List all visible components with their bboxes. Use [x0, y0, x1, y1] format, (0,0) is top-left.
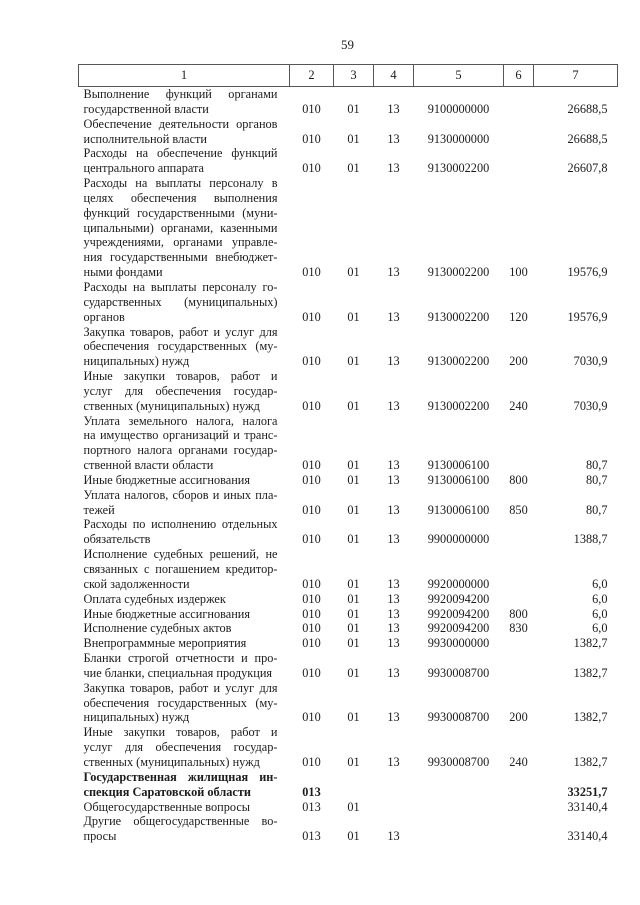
row-name-line: ственных (муниципальных) нужд: [83, 754, 260, 769]
row-name-line: тежей: [83, 502, 115, 517]
cell-c2: 010: [302, 754, 321, 769]
cell-c2: 010: [302, 101, 321, 116]
cell-c4: 13: [387, 532, 400, 547]
row-name-line: просы: [83, 829, 117, 844]
table-row: [79, 473, 618, 488]
row-name: [79, 547, 290, 592]
table-row: [79, 117, 618, 147]
cell-c6: 830: [509, 621, 528, 636]
cell-c3: 01: [347, 799, 360, 814]
row-name-line: Иные закупки товаров, работ и: [83, 369, 278, 384]
row-name-line: ственной власти области: [83, 458, 214, 473]
row-name-line: целях обеспечения выполнения: [83, 190, 278, 205]
cell-c3: 01: [347, 754, 360, 769]
row-name-line: ниципальных) нужд: [83, 710, 190, 725]
cell-c2: 010: [302, 458, 321, 473]
cell-c2: 010: [302, 502, 321, 517]
row-name-line: ципальными) органами, казенными: [83, 220, 278, 235]
row-name: [79, 117, 290, 147]
cell-c3: 01: [347, 354, 360, 369]
row-name-line: ственных (муниципальных) нужд: [83, 398, 260, 413]
cell-c5: 9930008700: [427, 710, 490, 725]
cell-c5: 9130002200: [427, 265, 490, 280]
row-name-line: Обеспечение деятельности органов: [83, 116, 278, 131]
cell-c4: 13: [387, 101, 400, 116]
cell-c2: 013: [302, 799, 321, 814]
cell-c5: 9130006100: [427, 472, 490, 487]
cell-c2: 010: [302, 665, 321, 680]
table-row: [79, 488, 618, 518]
cell-c2: 010: [302, 606, 321, 621]
table-header-row: [79, 65, 618, 87]
cell-c7: 33251,7: [567, 784, 608, 799]
row-name: [79, 651, 290, 681]
column-header: 1: [79, 65, 290, 87]
cell-c4: 13: [387, 829, 400, 844]
cell-c6: 240: [509, 754, 528, 769]
cell-c4: 13: [387, 576, 400, 591]
cell-c4: 13: [387, 591, 400, 606]
row-name-line: государственной власти: [83, 101, 209, 116]
row-name-line: Внепрограммные мероприятия: [83, 636, 247, 651]
cell-c6: [504, 651, 534, 681]
cell-c3: 01: [347, 829, 360, 844]
cell-c4: 13: [387, 621, 400, 636]
cell-c3: 01: [347, 458, 360, 473]
table-row: [79, 651, 618, 681]
row-name-line: Исполнение судебных актов: [83, 621, 232, 636]
row-name-line: портного налога органами государ-: [83, 443, 278, 458]
cell-c6: [504, 592, 534, 607]
row-name: [79, 725, 290, 770]
row-name-line: чие бланки, специальная продукция: [83, 665, 273, 680]
cell-c5: [414, 800, 504, 815]
row-name-line: Расходы на выплаты персоналу в: [83, 176, 278, 191]
cell-c4: 13: [387, 161, 400, 176]
row-name-line: спекция Саратовской области: [83, 784, 252, 799]
cell-c6: [504, 517, 534, 547]
cell-c2: 010: [302, 621, 321, 636]
row-name: [79, 770, 290, 800]
cell-c7: 7030,9: [573, 354, 608, 369]
cell-c4: 13: [387, 636, 400, 651]
cell-c5: 9930000000: [427, 636, 490, 651]
cell-c2: 010: [302, 131, 321, 146]
cell-c5: 9920000000: [427, 576, 490, 591]
row-name: [79, 607, 290, 622]
row-name-line: функций государственными (муни-: [83, 205, 278, 220]
cell-c6: [504, 146, 534, 176]
cell-c3: 01: [347, 161, 360, 176]
column-header: 7: [534, 65, 618, 87]
row-name: [79, 592, 290, 607]
cell-c4: 13: [387, 458, 400, 473]
row-name-line: Другие общегосударственные во-: [83, 814, 278, 829]
row-name-line: учреждениями, органами управле-: [83, 235, 278, 250]
cell-c6: [504, 814, 534, 844]
cell-c7: 1382,7: [573, 754, 608, 769]
row-name-line: Иные бюджетные ассигнования: [83, 606, 251, 621]
row-name: [79, 146, 290, 176]
cell-c5: 9920094200: [427, 606, 490, 621]
table-row: [79, 725, 618, 770]
table-body: [79, 87, 618, 845]
cell-c3: 01: [347, 665, 360, 680]
cell-c3: 01: [347, 398, 360, 413]
cell-c2: 013: [302, 784, 321, 799]
row-name-line: Уплата земельного налога, налога: [83, 413, 278, 428]
cell-c4: [374, 770, 414, 800]
row-name-line: Исполнение судебных решений, не: [83, 547, 278, 562]
cell-c6: [504, 547, 534, 592]
row-name-line: Расходы по исполнению отдельных: [83, 517, 278, 532]
column-header: 3: [334, 65, 374, 87]
row-name: [79, 176, 290, 280]
row-name-line: Закупка товаров, работ и услуг для: [83, 324, 278, 339]
cell-c4: [374, 800, 414, 815]
cell-c3: 01: [347, 472, 360, 487]
cell-c6: [504, 414, 534, 473]
table-row: [79, 369, 618, 414]
cell-c4: 13: [387, 710, 400, 725]
cell-c2: 010: [302, 710, 321, 725]
row-name-line: ниципальных) нужд: [83, 354, 190, 369]
cell-c6: 100: [509, 265, 528, 280]
cell-c7: 6,0: [592, 591, 608, 606]
cell-c7: 33140,4: [567, 829, 608, 844]
cell-c5: 9130000000: [427, 131, 490, 146]
table-row: [79, 414, 618, 473]
cell-c7: 6,0: [592, 621, 608, 636]
cell-c5: 9920094200: [427, 591, 490, 606]
cell-c7: 26688,5: [567, 131, 608, 146]
table-row: [79, 636, 618, 651]
cell-c3: 01: [347, 591, 360, 606]
row-name-line: ными фондами: [83, 265, 163, 280]
cell-c7: 33140,4: [567, 799, 608, 814]
cell-c6: 850: [509, 502, 528, 517]
cell-c2: 010: [302, 532, 321, 547]
row-name-line: Выполнение функций органами: [83, 87, 278, 101]
row-name-line: Общегосударственные вопросы: [83, 799, 251, 814]
row-name-line: Уплата налогов, сборов и иных пла-: [83, 487, 278, 502]
cell-c4: 13: [387, 502, 400, 517]
cell-c3: 01: [347, 710, 360, 725]
row-name-line: органов: [83, 309, 125, 324]
table-row: [79, 146, 618, 176]
row-name: [79, 814, 290, 844]
row-name-line: Иные закупки товаров, работ и: [83, 725, 278, 740]
cell-c3: 01: [347, 502, 360, 517]
row-name-line: ской задолженности: [83, 576, 190, 591]
row-name-line: обеспечения государственных (му-: [83, 695, 278, 710]
cell-c6: 200: [509, 710, 528, 725]
cell-c2: 010: [302, 398, 321, 413]
cell-c6: [504, 770, 534, 800]
row-name: [79, 636, 290, 651]
cell-c4: 13: [387, 472, 400, 487]
row-name-line: обязательств: [83, 532, 151, 547]
cell-c7: 6,0: [592, 576, 608, 591]
cell-c4: 13: [387, 398, 400, 413]
table-row: [79, 176, 618, 280]
row-name-line: услуг для обеспечения государ-: [83, 740, 278, 755]
row-name-line: связанных с погашением кредитор-: [83, 562, 278, 576]
cell-c3: 01: [347, 606, 360, 621]
cell-c3: 01: [347, 101, 360, 116]
cell-c5: 9130002200: [427, 309, 490, 324]
cell-c7: 1388,7: [573, 532, 608, 547]
table-row: [79, 547, 618, 592]
cell-c5: 9920094200: [427, 621, 490, 636]
cell-c4: 13: [387, 665, 400, 680]
cell-c2: 010: [302, 472, 321, 487]
cell-c6: [504, 800, 534, 815]
table-row: [79, 814, 618, 844]
cell-c5: 9930008700: [427, 754, 490, 769]
cell-c7: 80,7: [585, 472, 608, 487]
column-header: 2: [290, 65, 334, 87]
cell-c4: 13: [387, 606, 400, 621]
row-name-line: исполнительной власти: [83, 131, 208, 146]
cell-c2: 010: [302, 309, 321, 324]
cell-c7: 1382,7: [573, 636, 608, 651]
table-row: [79, 325, 618, 370]
cell-c5: 9130002200: [427, 161, 490, 176]
table-row: [79, 770, 618, 800]
cell-c5: 9900000000: [427, 532, 490, 547]
cell-c7: 19576,9: [567, 265, 608, 280]
cell-c7: 6,0: [592, 606, 608, 621]
row-name-line: Государственная жилищная ин-: [83, 769, 278, 784]
cell-c7: 26607,8: [567, 161, 608, 176]
cell-c5: [414, 814, 504, 844]
budget-table: [78, 64, 618, 844]
table-row: [79, 592, 618, 607]
row-name-line: центрального аппарата: [83, 161, 204, 176]
cell-c7: 1382,7: [573, 665, 608, 680]
row-name: [79, 369, 290, 414]
column-header: 5: [414, 65, 504, 87]
cell-c3: 01: [347, 621, 360, 636]
table-row: [79, 280, 618, 325]
row-name-line: Закупка товаров, работ и услуг для: [83, 680, 278, 695]
row-name-line: Расходы на обеспечение функций: [83, 146, 278, 161]
row-name: [79, 473, 290, 488]
cell-c4: 13: [387, 354, 400, 369]
cell-c6: 200: [509, 354, 528, 369]
cell-c7: 80,7: [585, 502, 608, 517]
cell-c3: 01: [347, 576, 360, 591]
cell-c2: 010: [302, 265, 321, 280]
table-header: [79, 65, 618, 87]
row-name-line: услуг для обеспечения государ-: [83, 383, 278, 398]
cell-c7: 7030,9: [573, 398, 608, 413]
cell-c6: 240: [509, 398, 528, 413]
cell-c7: 26688,5: [567, 101, 608, 116]
cell-c7: 1382,7: [573, 710, 608, 725]
cell-c2: 010: [302, 354, 321, 369]
row-name: [79, 517, 290, 547]
cell-c7: 80,7: [585, 458, 608, 473]
row-name-line: на имущество организаций и транс-: [83, 428, 278, 443]
row-name-line: Иные бюджетные ассигнования: [83, 472, 251, 487]
cell-c2: 010: [302, 161, 321, 176]
cell-c7: 19576,9: [567, 309, 608, 324]
table-row: [79, 517, 618, 547]
table-row: [79, 621, 618, 636]
cell-c3: 01: [347, 265, 360, 280]
cell-c5: 9100000000: [427, 101, 490, 116]
cell-c5: [414, 770, 504, 800]
column-header: 4: [374, 65, 414, 87]
cell-c6: 800: [509, 606, 528, 621]
row-name-line: ния государственными внебюджет-: [83, 250, 278, 265]
cell-c3: 01: [347, 532, 360, 547]
cell-c5: 9130006100: [427, 502, 490, 517]
row-name: [79, 325, 290, 370]
row-name: [79, 414, 290, 473]
row-name: [79, 280, 290, 325]
cell-c3: [334, 770, 374, 800]
cell-c5: 9130006100: [427, 458, 490, 473]
row-name-line: Бланки строгой отчетности и про-: [83, 651, 278, 666]
cell-c4: 13: [387, 131, 400, 146]
cell-c6: 800: [509, 472, 528, 487]
cell-c4: 13: [387, 309, 400, 324]
row-name-line: Оплата судебных издержек: [83, 591, 226, 606]
row-name: [79, 488, 290, 518]
cell-c5: 9130002200: [427, 398, 490, 413]
cell-c4: 13: [387, 754, 400, 769]
cell-c5: 9930008700: [427, 665, 490, 680]
cell-c3: 01: [347, 309, 360, 324]
row-name-line: Расходы на выплаты персоналу го-: [83, 279, 278, 294]
cell-c6: 120: [509, 309, 528, 324]
cell-c2: 010: [302, 576, 321, 591]
cell-c6: [504, 117, 534, 147]
table-row: [79, 87, 618, 117]
cell-c3: 01: [347, 636, 360, 651]
row-name: [79, 621, 290, 636]
cell-c2: 010: [302, 636, 321, 651]
cell-c2: 013: [302, 829, 321, 844]
row-name: [79, 87, 290, 117]
cell-c2: 010: [302, 591, 321, 606]
cell-c4: 13: [387, 265, 400, 280]
cell-c3: 01: [347, 131, 360, 146]
table-row: [79, 681, 618, 726]
row-name-line: сударственных (муниципальных): [83, 294, 278, 309]
cell-c6: [504, 87, 534, 117]
column-header: 6: [504, 65, 534, 87]
cell-c5: 9130002200: [427, 354, 490, 369]
table-row: [79, 800, 618, 815]
row-name: [79, 800, 290, 815]
row-name: [79, 681, 290, 726]
row-name-line: обеспечения государственных (му-: [83, 339, 278, 354]
page-number: 59: [341, 37, 354, 52]
table-row: [79, 607, 618, 622]
cell-c6: [504, 636, 534, 651]
